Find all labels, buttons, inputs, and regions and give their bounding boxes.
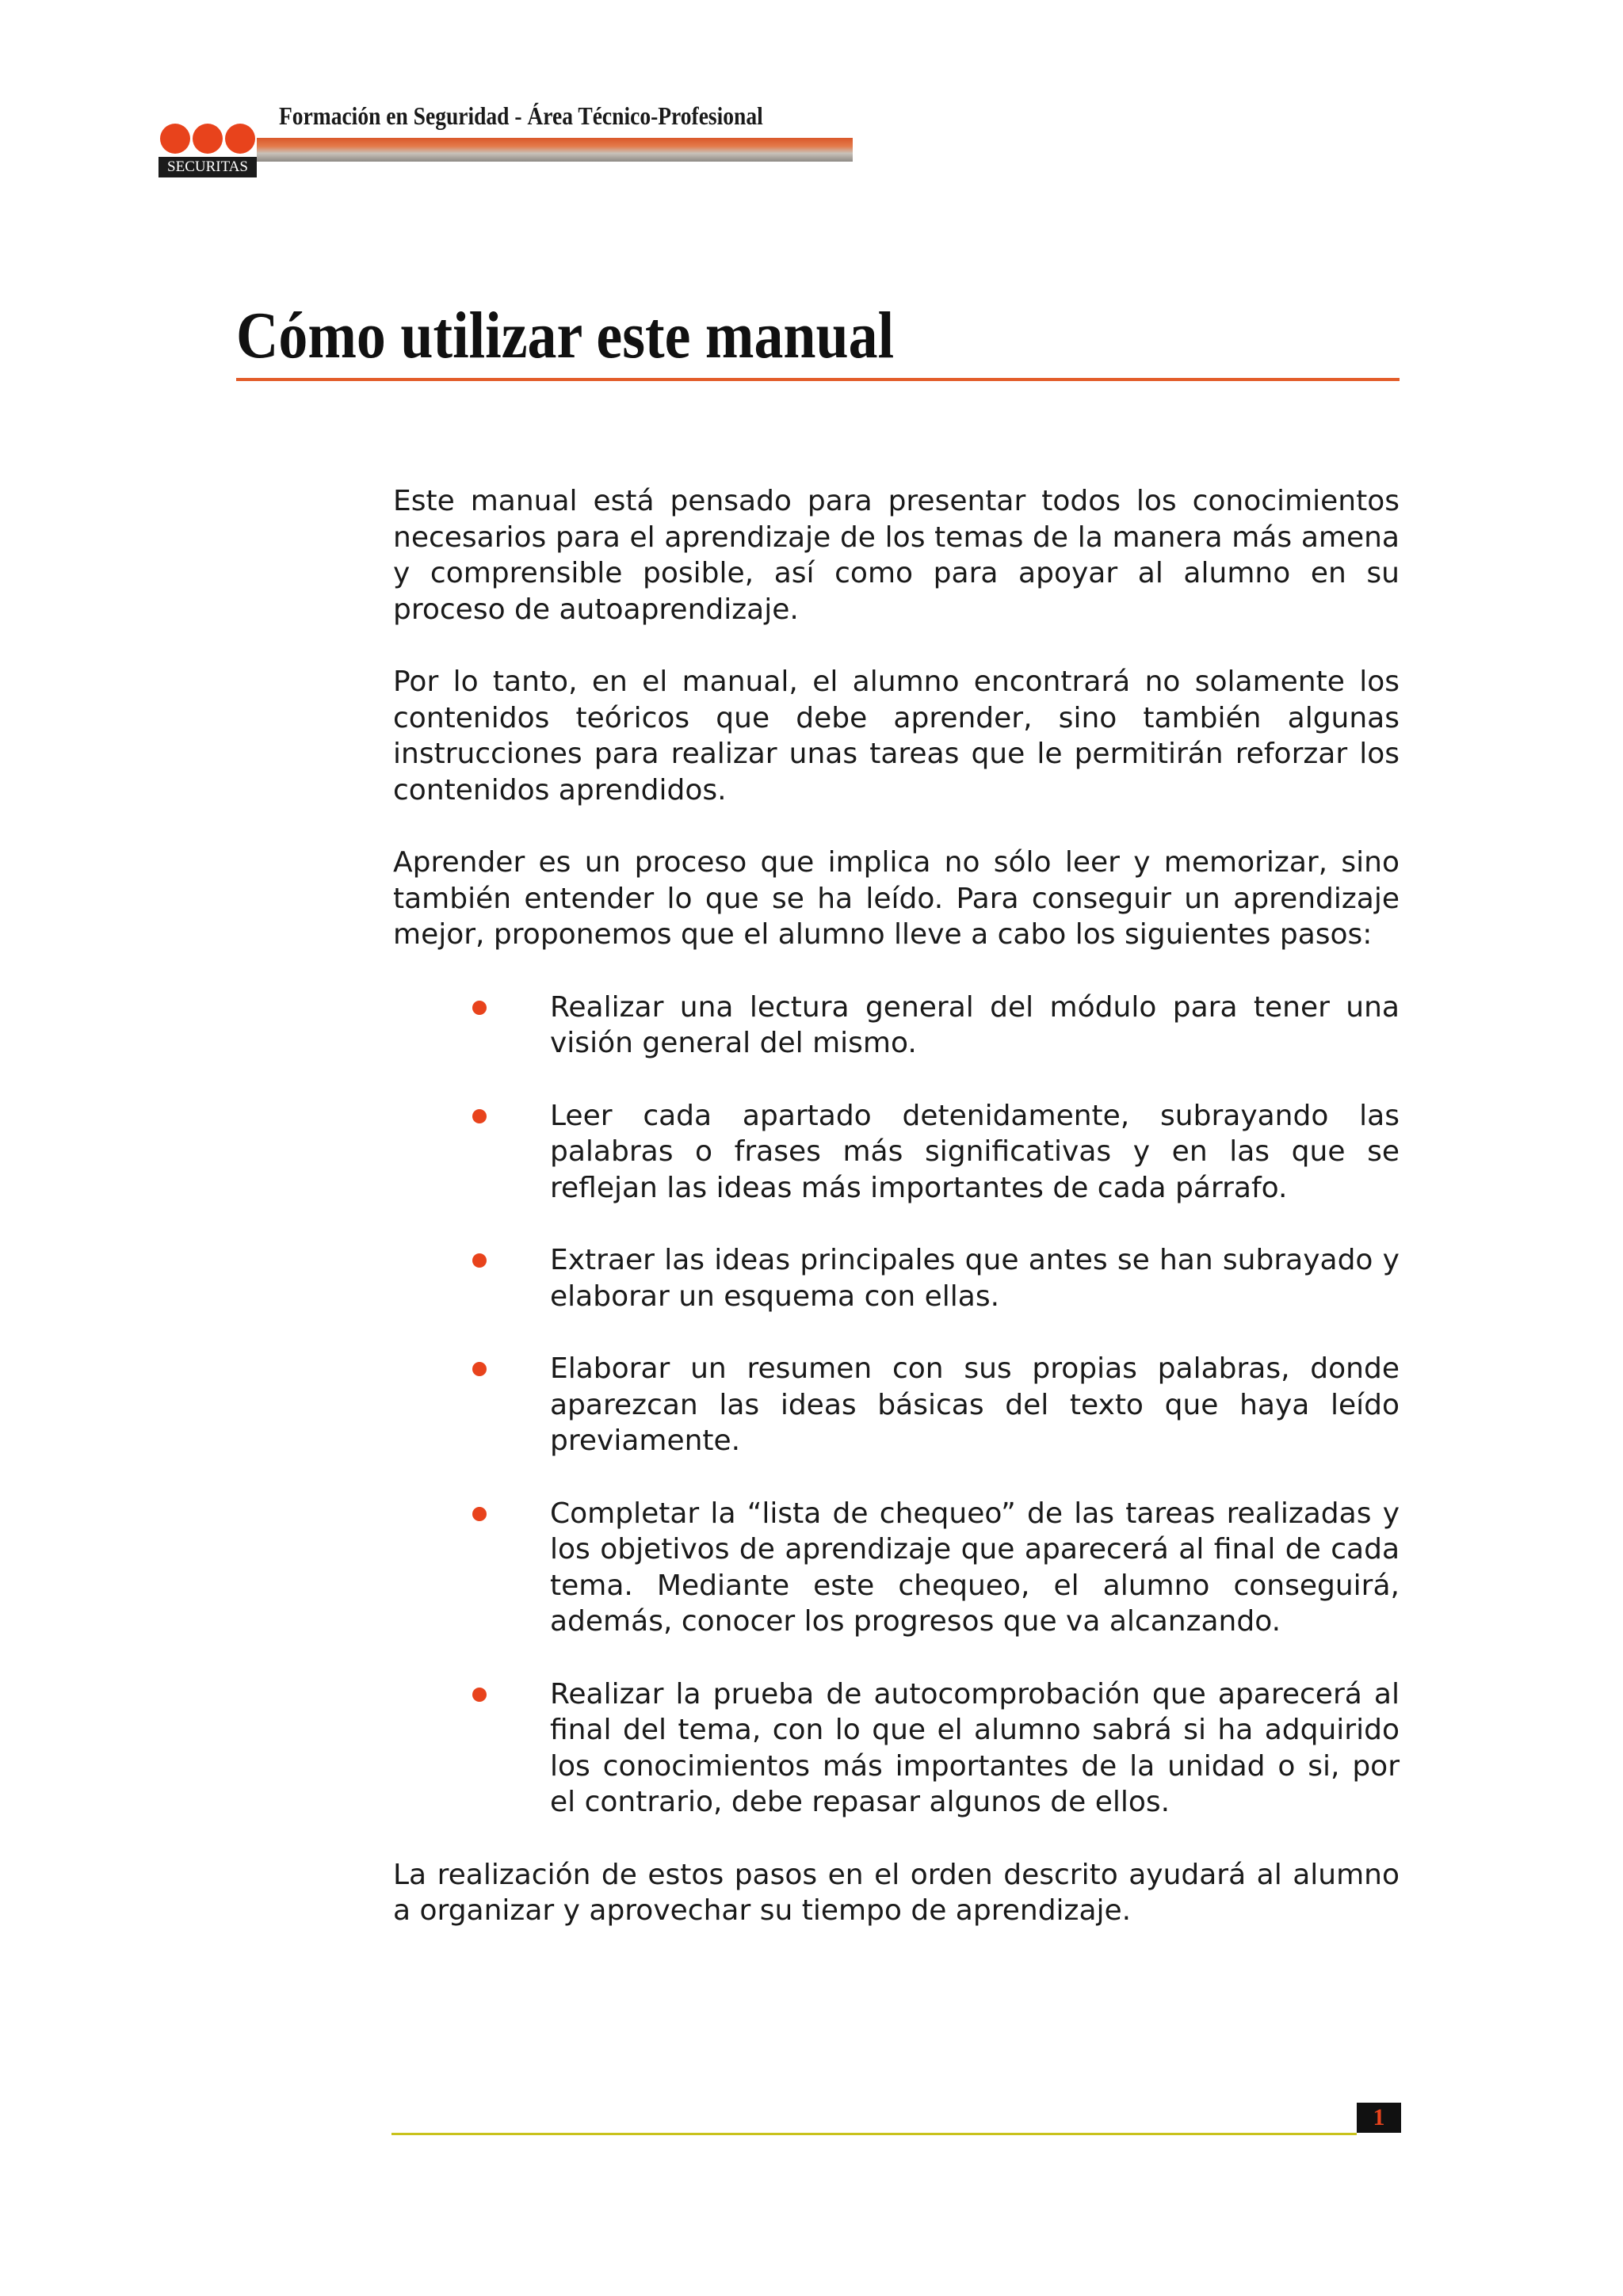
footer-rule bbox=[391, 2133, 1357, 2135]
logo-brand-text: SECURITAS bbox=[158, 157, 257, 177]
step-item bbox=[393, 1676, 1400, 1821]
bullet-icon bbox=[472, 1001, 487, 1015]
intro-paragraph: Este manual está pensado para presentar todos los conocimientos necesarios para el aprendizaje de los temas de la manera más amena y comprensible posible, así como para apoyar al alumno en su proceso de autoaprendizaje. bbox=[393, 485, 1400, 626]
logo-circle-icon bbox=[225, 124, 255, 154]
bullet-icon bbox=[472, 1362, 487, 1376]
page-title: Cómo utilizar este manual bbox=[236, 299, 895, 372]
step-item bbox=[393, 1496, 1400, 1640]
page-number: 1 bbox=[1357, 2103, 1401, 2133]
bullet-icon bbox=[472, 1688, 487, 1702]
step-text: Leer cada apartado detenidamente, subrayando las palabras o frases más significativas y en las que se reflejan las ideas más importantes de cada párrafo. bbox=[550, 1099, 1400, 1204]
logo-circles bbox=[158, 122, 257, 157]
securitas-logo bbox=[158, 122, 257, 179]
header-bar bbox=[257, 138, 853, 162]
bullet-icon bbox=[472, 1109, 487, 1123]
intro-paragraph: Aprender es un proceso que implica no sólo leer y memorizar, sino también entender lo que se ha leído. Para conseguir un aprendizaje mejor, proponemos que el alumno lleve a cabo los siguientes pasos: bbox=[393, 846, 1400, 951]
bullet-icon bbox=[472, 1253, 487, 1268]
step-item bbox=[393, 1351, 1400, 1459]
step-text: Completar la “lista de chequeo” de las tareas realizadas y los objetivos de aprendizaje que aparecerá al final de cada tema. Mediante este chequeo, el alumno conseguirá, además, conocer los progresos que va alcanzando. bbox=[550, 1497, 1400, 1638]
closing-paragraph: La realización de estos pasos en el orden descrito ayudará al alumno a organizar y aprovechar su tiempo de aprendizaje. bbox=[393, 1858, 1400, 1927]
logo-circle-icon bbox=[193, 124, 223, 154]
step-text: Realizar una lectura general del módulo para tener una visión general del mismo. bbox=[550, 990, 1400, 1059]
header-title: Formación en Seguridad - Área Técnico-Profesional bbox=[279, 101, 763, 130]
title-rule bbox=[236, 378, 1400, 381]
step-text: Extraer las ideas principales que antes se han subrayado y elaborar un esquema con ellas. bbox=[550, 1244, 1400, 1313]
step-text: Realizar la prueba de autocomprobación que aparecerá al final del tema, con lo que el alumno sabrá si ha adquirido los conocimientos más importantes de la unidad o si, por el contrario, debe repasar algunos de ellos. bbox=[550, 1677, 1400, 1818]
steps-list bbox=[393, 990, 1400, 1821]
step-item bbox=[393, 1098, 1400, 1207]
step-text: Elaborar un resumen con sus propias palabras, donde aparezcan las ideas básicas del texto que haya leído previamente. bbox=[550, 1352, 1400, 1457]
step-item bbox=[393, 1242, 1400, 1314]
bullet-icon bbox=[472, 1507, 487, 1521]
intro-paragraph: Por lo tanto, en el manual, el alumno encontrará no solamente los contenidos teóricos que debe aprender, sino también algunas instrucciones para realizar unas tareas que le permitirán reforzar los contenidos aprendidos. bbox=[393, 666, 1400, 807]
logo-circle-icon bbox=[160, 124, 190, 154]
step-item bbox=[393, 990, 1400, 1062]
body-content bbox=[393, 483, 1400, 1966]
